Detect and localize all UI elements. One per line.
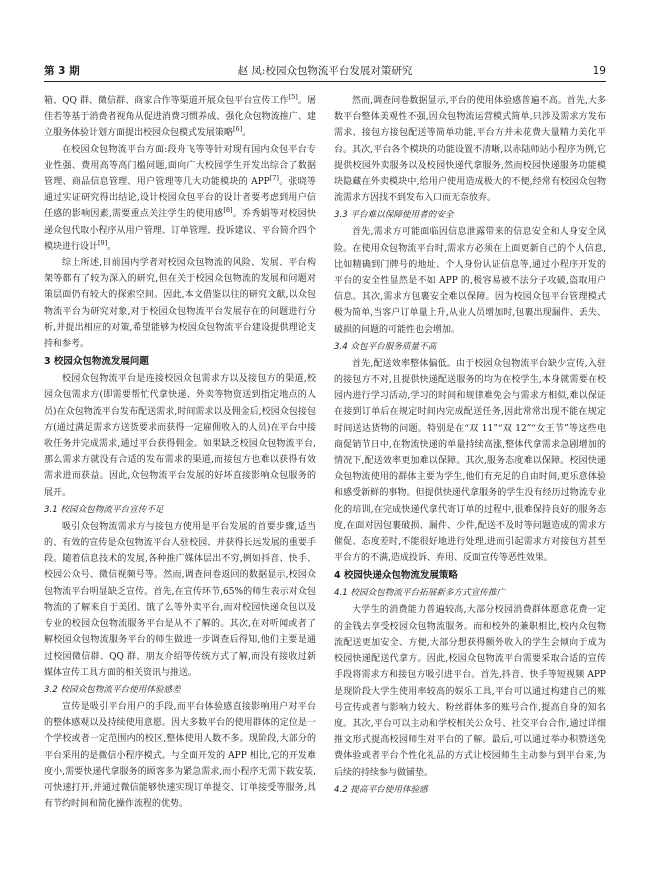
paragraph-3-1: 吸引众包物流需求方与接包方使用是平台发展的首要步骤,适当的、有效的宣传是众包物流平台人驻校园、并获得长远发展的重要手段。随着信息技术的发展,各种推广媒体层出不穷,例如抖音、快手、校园公众号、微信视频号等。然而,调查问卷返回的数据显示,校园众包物流平台明显缺乏宣传。首先,在宣传环节,65%的师生表示对众包物流的了解来自于美团、饿了么等外卖平台,而对校园快递众包以及专业的校园众包物流服务平台是从不了解的。其次,在对听闻或者了解校园众包物流服务平台的师生做进一步调查后得知,他们主要是通过校园微信群、QQ 群、朋友介绍等传统方式了解,而没有接收过新媒体宣传工具方面的相关资讯与推送。	[44, 521, 316, 678]
right-column	[334, 93, 606, 845]
citation: [9]	[98, 238, 108, 247]
section-heading-4: 4 校园快递众包物流发展策略	[334, 570, 458, 582]
citation: [6]	[233, 125, 243, 134]
citation: [7]	[269, 174, 279, 183]
paragraph-3-2-cont: 然而,调查问卷数据显示,平台的使用体验感普遍不高。首先,大多数平台整体美观性不强,因众包物流运营模式简单,只涉及需求方发布需求、接包方接包配送等简单功能,平台方并未花费大量精力美化平台。其次,平台各个模块的功能设置不清晰,以赤陆师站小程序为例,它提供校园外卖服务以及校园快递代拿服务,然而校园快递服务功能模块隐藏在外卖模块中,给用户使用造成极大的不便,经常有校园众包物流需求方因找不到发布入口而无奈放弃。	[334, 96, 606, 204]
paragraph-3-4: 首先,配送效率整体偏低。由于校园众包物流平台缺少宣传,入驻的接包方不对,且提供快递配送服务的均为在校学生,本身就需要在校园内进行学习活动,学习的时间和规律难免会与需求方相似,难以保证在接到订单后在规定时间内完成配送任务,因此常常出现不能在规定时间送达货物的问题。特别是在“双 11”“双 12”“女王节”等这些电商促销节日中,在物流快递的单量持续高涨,整体代拿需求急剧增加的情况下,配送效率更加难以保障。其次,服务态度难以保障。校园快递众包物流使用的群体主要为学生,他们有充足的自由时间,更乐意体验和感受新鲜的事物。但提供快递代拿服务的学生没有经历过物流专业化的培训,在完成快递代拿代寄订单的过程中,很难保持良好的服务态度,在面对因包裹破损、漏件、少件,配送不及时等问题造成的需求方催促、态度差时,不能很好地进行处理,进而引起需求方对接包方甚至平台方的不满,造成投诉、弃用、反面宣传等恶性效果。	[334, 358, 606, 564]
paragraph-4-1: 大学生的消费能力普遍较高,大部分校园消费群体愿意花费一定的金钱去享受校园众包物流服务。而和校外的兼职相比,校内众包物流配送更加安全、方便,大部分想获得额外收入的学生会倾向于成为校园快递配送代拿方。因此,校园众包物流平台需要采取合适的宣传手段将需求方和接包方吸引进平台。首先,抖音、快手等短视频 APP 是现阶段大学生使用率较高的娱乐工具,平台可以通过构建自己的账号宣传或者与影响力较大、粉丝群体多的账号合作,提高自身的知名度。其次,平台可以主动和学校相关公众号、社交平台合作,通过详细推文形式提高校园师生对平台的了解。最后,可以通过举办积赞送免费体验或者平台个性化礼品的方式让校园师生主动参与到平台来,为后续的持续参与做铺垫。	[334, 605, 606, 778]
paragraph-3-3: 首先,需求方可能面临因信息泄露带来的信息安全和人身安全风险。在使用众包物流平台时,需求方必须在上面更新自己的个人信息,比如精确到门牌号的地址、个人身份认证信息等,通过小程序开发的平台的安全性显然是不如 APP 的,极容易被不法分子攻破,盗取用户信息。其次,需求方包裹安全难以保障。因为校园众包平台管理模式极为简单,当客户订单量上升,从业人员增加时,包裹出现漏件、丢失、破损的问题的可能性也会增加。	[334, 227, 606, 335]
section-heading-3: 3 校园众包物流发展问题	[44, 356, 149, 368]
header-rule	[44, 81, 606, 82]
running-header	[44, 62, 606, 80]
paragraph-literature-1: 箱、QQ 群、微信群、商家合作等渠道开展众包平台宣传工作[5]。屠佳若等基于消费者视角从促进消费习惯养成、强化众包物流推广、建立服务体验计划方面提出校园众包模式发展策略[6]。	[44, 93, 316, 139]
citation: [8]	[223, 206, 233, 215]
subsection-heading-3-4: 3.4 众包平台服务质量不高	[334, 341, 437, 352]
paragraph-summary: 综上所述,目前国内学者对校园众包物流的风险、发展、平台构架等都有了较为深入的研究,但在关于校园众包物流的发展和问题对策层面仍有较大的探索空间。因此,本文借鉴以往的研究文献,以众包物流平台为研究对象,对于校园众包物流平台发展存在的问题进行分析,并提出相应的对策,希望能够为校园众包物流平台建设提供理论支持和参考。	[44, 258, 316, 350]
paragraph-3-2: 宣传是吸引平台用户的手段,而平台体验感直接影响用户对平台的整体感观以及持续使用意愿。因大多数平台的使用群体的定位是一个学校或者一定范围内的校区,整体使用人数不多。现阶段,大部分的平台采用的是微信小程序模式。与全面开发的 APP 相比,它的开发难度小,需要快递代拿服务的顾客多为紧急需求,而小程序无需下载安装,可快速打开,并通过微信能够快速实现订单提交、订单接受等服务,具有节约时间和简化操作流程的优势。	[44, 701, 316, 810]
left-column	[44, 93, 316, 845]
subsection-heading-3-2: 3.2 校园众包物流平台使用体验感差	[44, 684, 181, 695]
running-title: 赵 凤:校园众包物流平台发展对策研究	[237, 65, 413, 77]
subsection-heading-4-2: 4.2 提高平台使用体验感	[334, 784, 428, 795]
subsection-heading-4-1: 4.1 校园众包物流平台拓展新多方式宣传推广	[334, 588, 506, 599]
page-number: 19	[592, 65, 606, 77]
subsection-heading-3-1: 3.1 校园众包物流平台宣传不足	[44, 504, 164, 515]
issue-number: 第 3 期	[44, 65, 80, 77]
paragraph-section3-intro: 校园众包物流平台是连接校园众包需求方以及接包方的渠道,校园众包需求方(即需要帮忙代拿快递、外卖等物资送到指定地点的人员)在众包物流平台发布配送需求,时间需求以及佣金后,校园众包接包方(通过满足需求方送货要求而获得一定雇佣收入的人员)在平台中接收任务并完成需求,通过平台获得佣金。如果缺乏校园众包物流平台,那么需求方就没有合适的发布需求的渠道,而接包方也难以获得有效需求进而获益。因此,众包物流平台发展的好坏直接影响众包服务的展开。	[44, 374, 316, 498]
paragraph-literature-2: 在校园众包物流平台方面:段舟飞等等针对现有国内众包平台专业性强、费用高等高门槛问题,面向广大校园学生开发出综合了数据管理、商品信息管理、用户管理等几大功能模块的 APP[7]。张晓等通过实证研究得出结论,设计校园众包平台的设计者要考虑到用户信任感的影响因素,需要重点关注学生的使用感[8]。乔秀娟等对校园快递众包代取小程序从用户管理、订单管理、投诉建议、平台简介四个模块进行设计[9]。	[44, 144, 316, 252]
citation: [5]	[288, 93, 298, 101]
subsection-heading-3-3: 3.3 平台难以保障使用者的安全	[334, 210, 454, 221]
